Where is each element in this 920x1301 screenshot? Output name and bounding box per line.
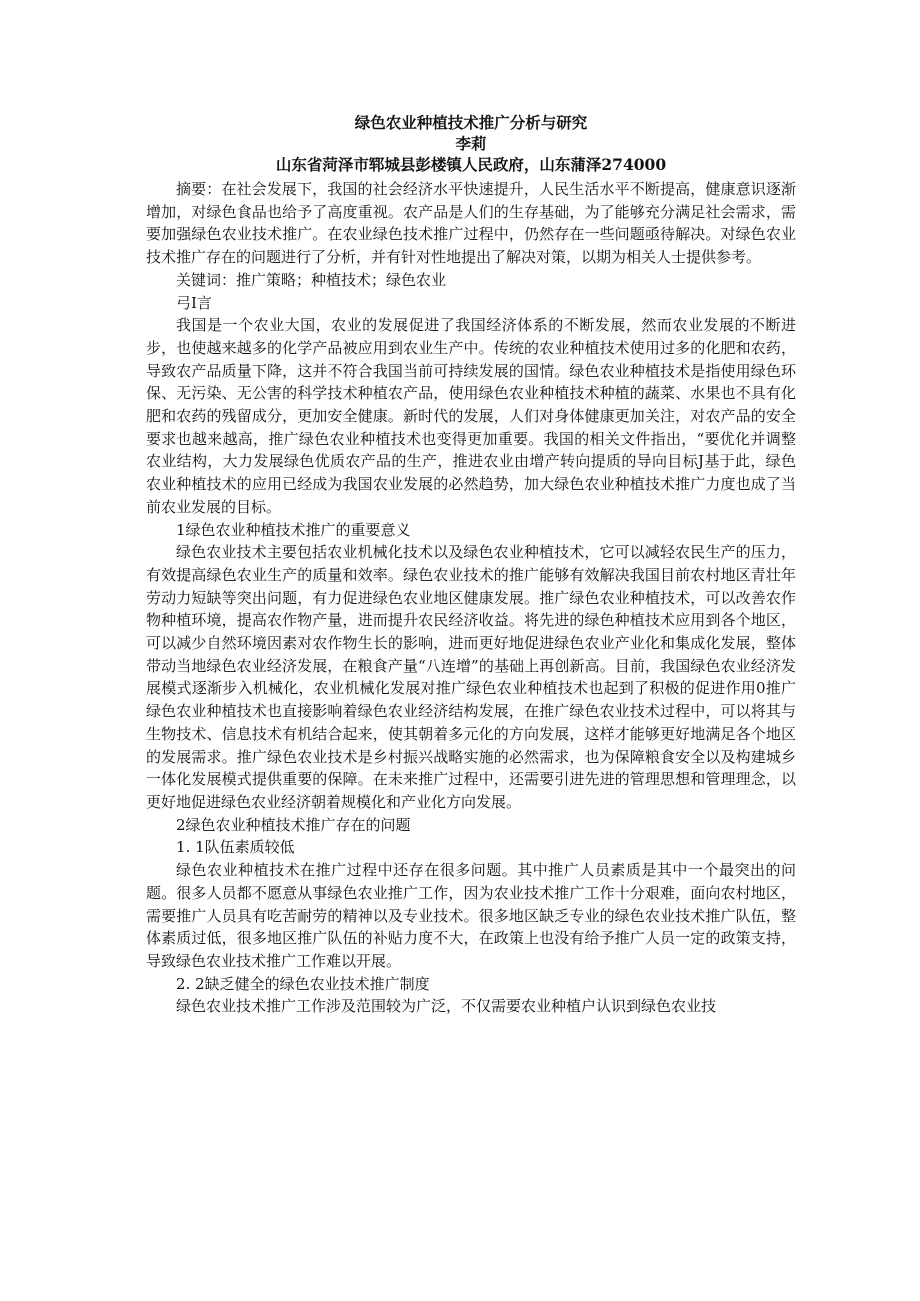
intro-heading: 弓I言 <box>176 293 212 312</box>
section-2-1-paragraph: 绿色农业种植技术在推广过程中还存在很多问题。其中推广人员素质是其中一个最突出的问题。很多人员都不愿意从事绿色农业推广工作，因为农业技术推广工作十分艰难，面向农村地区，需要推广人员具有吃苦耐劳的精神以及专业技术。很多地区缺乏专业的绿色农业技术推广队伍，整体素质过低，很多地区推广队伍的补贴力度不大，在政策上也没有给予推广人员一定的政策支持，导致绿色农业技术推广工作难以开展。 <box>146 861 796 970</box>
abstract: 摘要：在社会发展下，我国的社会经济水平快速提升，人民生活水平不断提高，健康意识逐渐增加，对绿色食品也给予了高度重视。农产品是人们的生存基础，为了能够充分满足社会需求，需要加强绿色农业技术推广。在农业绿色技术推广过程中，仍然存在一些问题亟待解决。对绿色农业技术推广存在的问题进行了分析，并有针对性地提出了解决对策，以期为相关人士提供参考。 <box>146 180 796 267</box>
section-2-heading: 2绿色农业种植技术推广存在的问题 <box>176 815 411 834</box>
section-2-2-heading: 2. 2缺乏健全的绿色农业技术推广制度 <box>176 974 430 993</box>
paper-affiliation: 山东省菏泽市郓城县彭楼镇人民政府，山东蒲泽274000 <box>275 155 667 174</box>
paper-title: 绿色农业种植技术推广分析与研究 <box>354 113 588 132</box>
section-1-heading: 1绿色农业种植技术推广的重要意义 <box>176 520 411 539</box>
paper-author: 李莉 <box>455 134 487 153</box>
keywords: 关键词：推广策略；种植技术；绿色农业 <box>176 270 447 289</box>
section-1-paragraph: 绿色农业技术主要包括农业机械化技术以及绿色农业种植技术，它可以减轻农民生产的压力，有效提高绿色农业生产的质量和效率。绿色农业技术的推广能够有效解决我国目前农村地区青壮年劳动力短缺等突出问题，有力促进绿色农业地区健康发展。推广绿色农业种植技术，可以改善农作物种植环境，提高农作物产量，进而提升农民经济收益。将先进的绿色种植技术应用到各个地区，可以减少自然环境因素对农作物生长的影响，进而更好地促进绿色农业产业化和集成化发展，整体带动当地绿色农业经济发展，在粮食产量“八连增”的基础上再创新高。目前，我国绿色农业经济发展模式逐渐步入机械化，农业机械化发展对推广绿色农业种植技术也起到了积极的促进作用0推广绿色农业种植技术也直接影响着绿色农业经济结构发展，在推广绿色农业技术过程中，可以将其与生物技术、信息技术有机结合起来，使其朝着多元化的方向发展，这样才能够更好地满足各个地区的发展需求。推广绿色农业技术是乡村振兴战略实施的必然需求，也为保障粮食安全以及构建城乡一体化发展模式提供重要的保障。在未来推广过程中，还需要引进先进的管理思想和管理理念，以更好地促进绿色农业经济朝着规模化和产业化方向发展。 <box>146 543 796 811</box>
section-2-2-paragraph: 绿色农业技术推广工作涉及范围较为广泛，不仅需要农业种植户认识到绿色农业技 <box>176 997 717 1016</box>
intro-paragraph: 我国是一个农业大国，农业的发展促进了我国经济体系的不断发展，然而农业发展的不断进步，也使越来越多的化学产品被应用到农业生产中。传统的农业种植技术使用过多的化肥和农药，导致农产品质量下降，这并不符合我国当前可持续发展的国情。绿色农业种植技术是指使用绿色环保、无污染、无公害的科学技术种植农产品，使用绿色农业种植技术种植的蔬菜、水果也不具有化肥和农药的残留成分，更加安全健康。新时代的发展，人们对身体健康更加关注，对农产品的安全要求也越来越高，推广绿色农业种植技术也变得更加重要。我国的相关文件指出，“要优化并调整农业结构，大力发展绿色优质农产品的生产，推进农业由增产转向提质的导向目标J基于此，绿色农业种植技术的应用已经成为我国农业发展的必然趋势，加大绿色农业种植技术推广力度也成了当前农业发展的目标。 <box>146 316 796 516</box>
paper-page <box>146 112 796 1018</box>
section-2-1-heading: 1. 1队伍素质较低 <box>176 838 295 857</box>
